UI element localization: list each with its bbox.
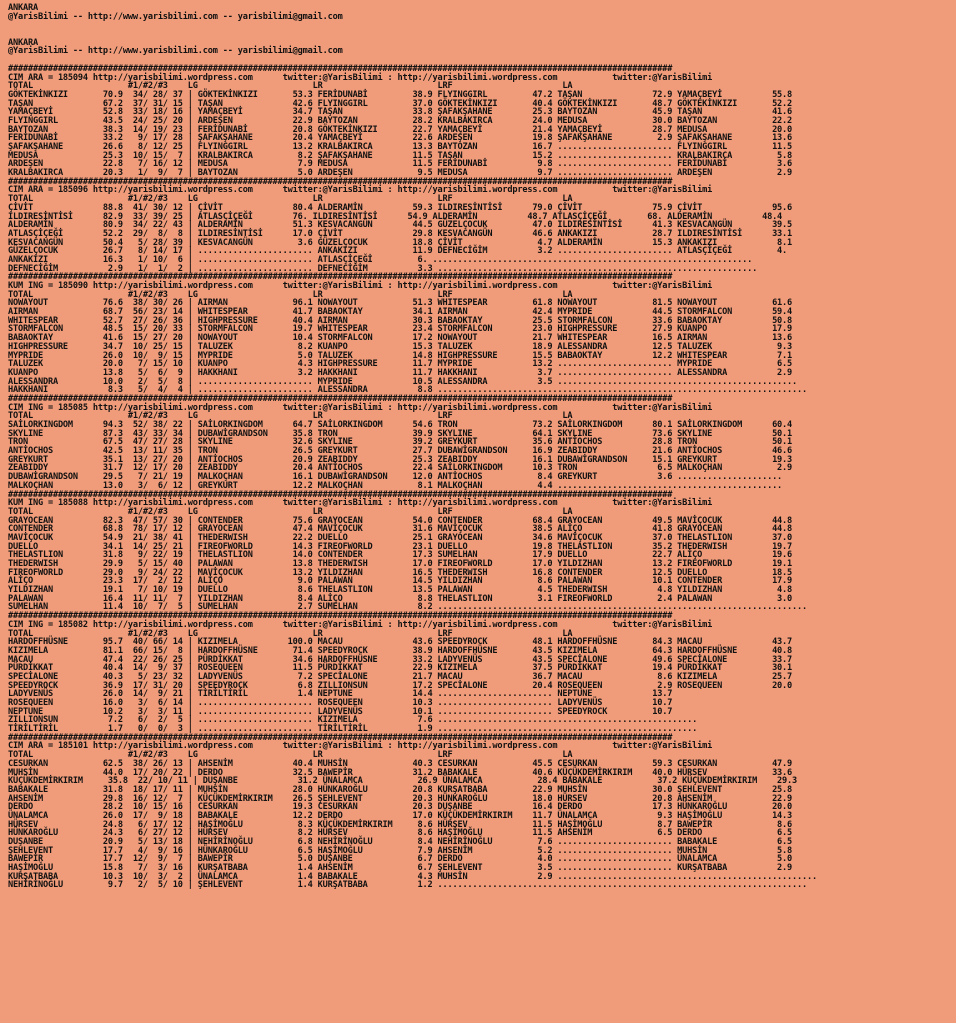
results-line: ROSEQUEEN 16.0 3/ 6/ 14 | ....................... ROSEQUEEN 10.3 ....................... LADYVENÜS 10.7 — [8, 698, 673, 708]
results-line: FERİDUNABİ 33.2 9/ 17/ 28 | ŞAFAKŞAHANE 20.4 YAMAÇBEYİ 22.6 ARDEŞEN 19.8 ŞAFAKŞAHANE 2.9 ŞAFAKŞAHANE 13.6 — [8, 133, 793, 144]
results-line: HÜNKAROĞLU 24.3 6/ 27/ 12 | HÜRSEV 8.2 HÜRSEV 8.6 HAŞİMOĞLU 11.5 AHSENİM 6.5 DERDO 6.5 — [8, 828, 793, 839]
results-line: MYPRIDE 26.0 10/ 9/ 15 | MYPRIDE 5.0 TALUZEK 14.8 HIGHPRESSURE 15.5 BABAOKTAY 12.2 WHITESPEAR 7.1 — [8, 350, 793, 361]
results-line: ILDIRESİNTİSİ 82.9 33/ 39/ 25 | ATLASÇİÇEĞİ 76. ILDIRESİNTİSİ 54.9 ALDERAMİN 48.7 ATLASÇİÇEĞİ 68. ALDERAMİN 48.4 — [8, 211, 783, 222]
results-line: TİRİLTİRİL 1.7 0/ 0/ 3 | ....................... TİRİLTİRİL 1.9 .................................................... — [8, 724, 698, 735]
subheader-block — [8, 39, 948, 56]
results-line: CIM ARA = 185101 http://yarisbilimi.wordpress.com twitter:@YarisBilimi : http://yarisbilimi.wordpress.com twitter:@YarisBilimi — [8, 741, 713, 752]
spacer — [8, 30, 948, 39]
header-line: @YarisBilimi -- http://www.yarisbilimi.com -- yarisbilimi@gmail.com — [8, 11, 343, 22]
results-line: KRALBAKIRCA 20.3 1/ 9/ 7 | BAYTOZAN 5.0 ARDEŞEN 9.5 MEDUSA 9.7 ....................... ARDEŞEN 2.9 — [8, 168, 793, 179]
results-line: TOTAL #1/#2/#3 LG LR LRF LA — [8, 194, 573, 205]
results-line: KESVACANGÜN 50.4 5/ 28/ 39 | KESVACANGÜN 3.6 GÜZELÇOCUK 18.8 ÇİVİT 4.7 ALDERAMİN 15.3 ANKAKIZI 8.1 — [8, 237, 793, 248]
results-line: DEFNECİĞİM 2.9 1/ 1/ 2 | ....................... DEFNECİĞİM 3.3 ................................................................ — [8, 263, 758, 274]
results-line: WHITESPEAR 52.7 27/ 26/ 36 | HIGHPRESSURE 40.4 AIRMAN 30.3 BABAOKTAY 25.5 STORMFALCON 33.6 BABAOKTAY 50.8 — [8, 315, 793, 326]
results-line: SAİLORKINGDOM 94.3 52/ 38/ 22 | SAİLORKINGDOM 64.7 SAİLORKINGDOM 54.6 TRON 73.2 SAİLORKINGDOM 80.1 SAİLORKINGDOM 60.4 — [8, 420, 793, 430]
results-line: SPECİALONE 40.3 5/ 23/ 32 | LADYVENÜS 7.2 SPECİALONE 21.7 MACAU 36.7 MACAU 8.6 KIZIMELA 25.7 — [8, 671, 793, 682]
results-line: KÜÇÜKDEMİRKIRIM 35.8 22/ 10/ 11 | DUŞANBE 31.2 ÜNALAMCA 26.9 ÜNALAMCA 28.4 BABAKALE 37.2 KÜÇÜKDEMİRKIRIM 29.3 — [8, 776, 798, 787]
results-line: KIZIMELA 81.1 66/ 15/ 8 | HARDOFFHÜSNE 71.4 SPEEDYROCK 38.9 HARDOFFHÜSNE 43.5 KIZIMELA 64.3 HARDOFFHÜSNE 40.8 — [8, 645, 793, 656]
results-line: ALİÇO 23.3 17/ 2/ 12 | ALİÇO 9.0 PALAWAN 14.5 YILDIZHAN 8.6 PALAWAN 10.1 CONTENDER 17.9 — [8, 576, 793, 587]
header-line: ANKARA — [8, 3, 38, 13]
results-line: TOTAL #1/#2/#3 LG LR LRF LA — [8, 506, 573, 517]
results-line: AIRMAN 68.7 56/ 23/ 14 | WHITESPEAR 41.7 BABAOKTAY 34.1 AIRMAN 42.4 MYPRIDE 44.5 STORMFALCON 59.4 — [8, 307, 793, 318]
results-line: BAYTOZAN 38.3 14/ 19/ 23 | FERİDUNABİ 20.8 GÖKTEKİNKIZI 22.7 YAMAÇBEYİ 21.4 YAMAÇBEYİ 28.7 MEDUSA 20.0 — [8, 124, 793, 135]
results-line: MAVİÇOCUK 54.9 21/ 38/ 41 | THEDERWISH 22.2 DUELLO 25.1 GRAYOCEAN 34.6 MAVİÇOCUK 37.0 THELASTLION 37.0 — [8, 532, 793, 543]
results-line: ANTİOCHOS 42.5 13/ 11/ 35 | TRON 26.5 GREYKURT 27.7 DUBAWİGRANDSON 16.9 ZEABIDDY 21.6 ANTİOCHOS 46.6 — [8, 446, 793, 457]
results-line: TOTAL #1/#2/#3 LG LR LRF LA — [8, 750, 573, 761]
results-line: CIM ING = 185082 http://yarisbilimi.wordpress.com twitter:@YarisBilimi : http://yarisbilimi.wordpress.com twitter:@YarisBilimi — [8, 619, 713, 630]
results-line: FLYINGGIRL 43.5 24/ 25/ 20 | ARDEŞEN 22.9 BAYTOZAN 28.2 KRALBAKIRCA 24.0 MEDUSA 30.0 BAYTOZAN 22.2 — [8, 115, 793, 126]
results-line: SUMELHAN 11.4 10/ 7/ 5 | SUMELHAN 2.7 SUMELHAN 8.2 .......................................................................... — [8, 602, 808, 613]
results-line: TRON 67.5 47/ 27/ 28 | SKYLINE 32.6 SKYLINE 39.2 GREYKURT 35.6 ANTİOCHOS 28.8 TRON 50.1 — [8, 437, 793, 448]
results-line: ATLASÇİÇEĞİ 52.2 29/ 8/ 8 | ILDIRESİNTİSİ 17.0 ÇİVİT 29.8 KESVACANGÜN 46.6 ANKAKIZI 28.7 ILDIRESİNTİSİ 33.1 — [8, 228, 793, 239]
results-line: ANKAKIZI 16.3 1/ 10/ 6 | ....................... ATLASÇİÇEĞİ 6. ................................................................ — [8, 254, 753, 265]
results-line: ##################################################################################################################################### — [8, 63, 673, 74]
results-line: ARDEŞEN 22.8 7/ 16/ 12 | MEDUSA 7.9 MEDUSA 11.5 FERİDUNABİ 9.8 ....................... FERİDUNABİ 3.6 — [8, 159, 793, 170]
results-line: BABAKALE 31.8 18/ 17/ 11 | MUHSİN 28.0 HÜNKAROĞLU 20.8 KURŞATBABA 22.9 MUHSİN 30.0 ŞEHLEVENT 25.8 — [8, 784, 793, 795]
results-line: HAŞİMOĞLU 15.8 7/ 3/ 16 | KURŞATBABA 1.4 AHSENİM 6.7 ŞEHLEVENT 3.5 ....................... KURŞATBABA 2.9 — [8, 863, 793, 874]
results-line: HÜRSEV 24.8 6/ 17/ 12 | HAŞİMOĞLU 8.3 KÜÇÜKDEMİRKIRIM 8.6 HÜRSEV 11.5 HAŞİMOĞLU 8.7 BAWEPİR 8.6 — [8, 819, 793, 830]
results-line: BABAOKTAY 41.6 15/ 27/ 20 | NOWAYOUT 10.4 STORMFALCON 17.2 NOWAYOUT 21.7 WHITESPEAR 16.5 AIRMAN 13.6 — [8, 333, 793, 344]
subheader-line: ANKARA — [8, 37, 38, 48]
results-line: TOTAL #1/#2/#3 LG LR LRF LA — [8, 81, 573, 92]
results-line: TOTAL #1/#2/#3 LG LR LRF LA — [8, 628, 573, 639]
results-line: ÇİVİT 88.8 41/ 30/ 12 | ÇİVİT 80.4 ALDERAMİN 59.3 ILDIRESİNTİSİ 79.0 ÇİVİT 75.9 ÇİVİT 95.6 — [8, 202, 793, 213]
results-line: MACAU 47.4 22/ 26/ 25 | PÜRDİKKAT 34.6 HARDOFFHÜSNE 33.2 LADYVENÜS 43.5 SPECİALONE 49.6 SPECİALONE 33.7 — [8, 654, 793, 665]
spacer — [8, 21, 948, 30]
results-line: GRAYOCEAN 82.3 47/ 57/ 30 | CONTENDER 75.6 GRAYOCEAN 54.0 CONTENDER 68.4 GRAYOCEAN 49.5 MAVİÇOCUK 44.8 — [8, 515, 793, 526]
results-line: GÜZELÇOCUK 26.7 8/ 14/ 17 | ....................... ANKAKIZI 11.9 DEFNECİĞİM 3.2 ....................... ATLASÇİÇEĞİ 4. — [8, 246, 788, 257]
results-line: DUŞANBE 20.9 5/ 13/ 18 | NEHİRİNOĞLU 6.8 NEHİRİNOĞLU 8.4 NEHİRİNOĞLU 7.6 ....................... BABAKALE 6.5 — [8, 837, 793, 847]
results-line: CIM ARA = 185094 http://yarisbilimi.wordpress.com twitter:@YarisBilimi : http://yarisbilimi.wordpress.com twitter:@YarisBilimi — [8, 72, 713, 83]
results-line: KURŞATBABA 10.3 10/ 3/ 2 | ÜNALAMCA 1.4 BABAKALE 4.3 MUHSİN 2.9 .................................................... — [8, 871, 818, 882]
results-line: NEHİRİNOĞLU 9.7 2/ 5/ 10 | ŞEHLEVENT 1.4 KURŞATBABA 1.2 .......................................................................... — [8, 880, 808, 891]
results-line: ALDERAMİN 80.9 34/ 22/ 43 | ALDERAMİN 51.3 KESVACANGÜN 44.5 GÜZELÇOCUK 47.0 ILDIRESİNTİSİ 41.3 KESVACANGÜN 39.5 — [8, 220, 793, 231]
results-line: TOTAL #1/#2/#3 LG LR LRF LA — [8, 289, 573, 300]
results-line: MALKOÇHAN 13.0 3/ 6/ 12 | GREYKURT 12.2 MALKOÇHAN 8.1 MALKOÇHAN 4.4 ............................................. — [8, 480, 783, 491]
results-line: TALUZEK 20.0 7/ 15/ 10 | KUANPO 4.3 HIGHPRESSURE 11.7 MYPRIDE 13.2 ....................... MYPRIDE 6.5 — [8, 359, 793, 370]
results-line: STORMFALCON 48.5 15/ 20/ 33 | STORMFALCON 19.7 WHITESPEAR 23.4 STORMFALCON 23.0 HIGHPRESSURE 27.9 KUANPO 17.9 — [8, 324, 793, 335]
results-line: NOWAYOUT 76.6 38/ 30/ 26 | AIRMAN 96.1 NOWAYOUT 51.3 WHITESPEAR 61.8 NOWAYOUT 81.5 NOWAYOUT 61.6 — [8, 298, 793, 309]
results-line: PÜRDİKKAT 40.4 14/ 9/ 37 | ROSEQUEEN 11.5 PÜRDİKKAT 22.9 KIZIMELA 37.5 PÜRDİKKAT 19.4 PÜRDİKKAT 30.1 — [8, 663, 793, 674]
results-line: ŞEHLEVENT 17.7 4/ 9/ 16 | HÜNKAROĞLU 6.5 HAŞİMOĞLU 7.9 AHSENİM 5.2 ....................... MUHSİN 5.8 — [8, 845, 793, 856]
results-line: TAŞAN 67.2 37/ 31/ 15 | TAŞAN 42.6 FLYINGGIRL 37.0 GÖKTEKİNKIZI 40.4 GÖKTEKİNKIZI 48.7 GÖKTEKİNKIZI 52.2 — [8, 98, 793, 109]
results-line: KUANPO 13.8 5/ 6/ 9 | HAKKHANI 3.2 HAKKHANI 11.7 HAKKHANI 3.7 ....................... ALESSANDRA 2.9 — [8, 367, 793, 378]
results-line: ##################################################################################################################################### — [8, 732, 673, 743]
results-line: YILDIZHAN 19.1 7/ 10/ 19 | DUELLO 8.6 THELASTLION 13.5 PALAWAN 4.5 THEDERWISH 4.8 YILDIZHAN 4.8 — [8, 585, 793, 596]
subheader-line: @YarisBilimi -- http://www.yarisbilimi.com -- yarisbilimi@gmail.com — [8, 46, 343, 57]
results-line: ÜNALAMCA 26.0 17/ 9/ 18 | BABAKALE 12.2 DERDO 17.0 KÜÇÜKDEMİRKIRIM 11.7 ÜNALAMCA 9.3 HAŞİMOĞLU 14.3 — [8, 810, 793, 821]
results-line: ALESSANDRA 10.0 2/ 5/ 8 | ....................... MYPRIDE 10.5 ALESSANDRA 3.5 ................................................ — [8, 376, 798, 387]
results-line: AHSENİM 29.8 16/ 12/ 7 | KÜÇÜKDEMİRKIRIM 26.5 ŞEHLEVENT 20.3 HÜNKAROĞLU 18.0 HÜRSEV 20.8 AHSENİM 22.9 — [8, 793, 793, 804]
results-line: NEPTUNE 10.2 3/ 3/ 11 | ....................... LADYVENÜS 10.1 ....................... SPEEDYROCK 10.7 — [8, 706, 673, 717]
results-line: PALAWAN 16.4 11/ 11/ 7 | YILDIZHAN 8.4 ALİÇO 8.8 THELASTLION 3.1 FIREOFWORLD 2.4 PALAWAN 3.0 — [8, 593, 793, 604]
results-line: BAWEPİR 17.7 12/ 9/ 7 | BAWEPİR 5.0 DUŞANBE 6.7 DERDO 4.0 ....................... ÜNALAMCA 5.0 — [8, 854, 793, 865]
results-line: LADYVENÜS 26.0 14/ 9/ 21 | TİRİLTİRİL 1.4 NEPTUNE 14.4 ....................... NEPTUNE 13.7 — [8, 689, 673, 700]
results-line: DUBAWİGRANDSON 29.5 7/ 21/ 19 | MALKOÇHAN 16.1 DUBAWİGRANDSON 12.0 ANTİOCHOS 8.4 GREYKURT 3.6 ..................... — [8, 472, 783, 483]
results-line: HIGHPRESSURE 34.7 10/ 25/ 15 | TALUZEK 8.2 KUANPO 15.3 TALUZEK 18.9 ALESSANDRA 12.5 TALUZEK 9.3 — [8, 341, 793, 352]
results-line: ZILLIONSUN 7.2 6/ 2/ 5 | ....................... KIZIMELA 7.6 .................................................... — [8, 715, 698, 726]
results-line: FIREOFWORLD 29.0 9/ 24/ 22 | MAVİÇOCUK 13.2 YILDIZHAN 16.5 THEDERWISH 16.8 CONTENDER 12.5 DUELLO 18.5 — [8, 567, 793, 578]
results-line: ##################################################################################################################################### — [8, 393, 673, 404]
results-line: KUM ING = 185088 http://yarisbilimi.wordpress.com twitter:@YarisBilimi : http://yarisbilimi.wordpress.com twitter:@YarisBilimi — [8, 498, 713, 509]
results-line: ##################################################################################################################################### — [8, 489, 673, 500]
results-line: TOTAL #1/#2/#3 LG LR LRF LA — [8, 411, 573, 422]
results-line: ##################################################################################################################################### — [8, 611, 673, 622]
results-line: CIM ING = 185085 http://yarisbilimi.wordpress.com twitter:@YarisBilimi : http://yarisbilimi.wordpress.com twitter:@YarisBilimi — [8, 402, 713, 413]
results-line: MUHSİN 44.0 17/ 20/ 22 | DERDO 32.5 BAWEPİR 31.2 BABAKALE 40.6 KÜÇÜKDEMİRKIRIM 40.0 HÜRSEV 33.6 — [8, 767, 793, 778]
results-line: YAMAÇBEYİ 52.8 33/ 18/ 16 | YAMAÇBEYİ 34.7 TAŞAN 33.8 ŞAFAKŞAHANE 25.3 BAYTOZAN 45.9 TAŞAN 41.6 — [8, 107, 793, 118]
header-block — [8, 4, 948, 21]
results-line: ##################################################################################################################################### — [8, 272, 673, 283]
results-line: SKYLINE 87.3 43/ 33/ 34 | DUBAWİGRANDSON 35.8 TRON 39.9 SKYLINE 64.1 SKYLINE 73.6 SKYLINE 50.1 — [8, 428, 793, 439]
results-line: DUELLO 34.1 14/ 25/ 21 | FIREOFWORLD 14.3 FIREOFWORLD 23.1 DUELLO 19.8 THELASTLION 35.2 THEDERWISH 19.7 — [8, 541, 793, 552]
results-line: THELASTLION 31.8 9/ 22/ 19 | THELASTLION 14.0 CONTENDER 17.3 SUMELHAN 17.9 DUELLO 22.7 ALİÇO 19.6 — [8, 550, 793, 561]
results-line: CIM ARA = 185096 http://yarisbilimi.wordpress.com twitter:@YarisBilimi : http://yarisbilimi.wordpress.com twitter:@YarisBilimi — [8, 185, 713, 196]
results-line: ZEABIDDY 31.7 12/ 17/ 20 | ZEABIDDY 20.4 ANTİOCHOS 22.4 SAİLORKINGDOM 10.3 TRON 6.5 MALKOÇHAN 2.9 — [8, 463, 793, 474]
results-line: MEDUSA 25.3 10/ 15/ 7 | KRALBAKIRCA 8.2 ŞAFAKŞAHANE 11.5 TAŞAN 15.2 ....................... KRALBAKIRCA 5.8 — [8, 150, 793, 161]
results-line: KUM ING = 185090 http://yarisbilimi.wordpress.com twitter:@YarisBilimi : http://yarisbilimi.wordpress.com twitter:@YarisBilimi — [8, 281, 713, 291]
results-line: HARDOFFHÜSNE 95.7 40/ 66/ 14 | KIZIMELA 100.0 MACAU 43.6 SPEEDYROCK 48.1 HARDOFFHÜSNE 84.3 MACAU 43.7 — [8, 637, 793, 648]
results-line: DERDO 28.2 10/ 15/ 16 | CESURKAN 19.3 CESURKAN 20.3 DUŞANBE 16.4 DERDO 17.3 HÜNKAROĞLU 20.0 — [8, 802, 793, 813]
results-line: THEDERWISH 29.9 5/ 15/ 40 | PALAWAN 13.8 THEDERWISH 17.0 FIREOFWORLD 17.0 YILDIZHAN 13.2 FIREOFWORLD 19.1 — [8, 559, 793, 569]
results-line: CONTENDER 68.8 78/ 17/ 12 | GRAYOCEAN 47.4 MAVİÇOCUK 31.6 MAVİÇOCUK 38.5 ALİÇO 41.8 GRAYOCEAN 44.8 — [8, 524, 793, 535]
results-line: ##################################################################################################################################### — [8, 176, 673, 187]
results-line: HAKKHANI 8.3 5/ 4/ 4 | ....................... ALESSANDRA 8.8 .......................................................................... — [8, 385, 808, 396]
results-line: SPEEDYROCK 36.9 17/ 31/ 20 | SPEEDYROCK 6.8 ZILLIONSUN 17.2 SPECİALONE 20.4 ROSEQUEEN 2.9 ROSEQUEEN 20.0 — [8, 680, 793, 691]
results-line: GREYKURT 35.1 13/ 27/ 20 | ANTİOCHOS 20.9 ZEABIDDY 25.3 ZEABIDDY 16.1 DUBAWİGRANDSON 15.1 GREYKURT 19.3 — [8, 454, 793, 465]
results-line: GÖKTEKİNKIZI 70.9 34/ 28/ 37 | GÖKTEKİNKIZI 53.3 FERİDUNABİ 38.9 FLYINGGIRL 47.2 TAŞAN 72.9 YAMAÇBEYİ 55.8 — [8, 89, 793, 100]
results-line: ŞAFAKŞAHANE 26.6 8/ 12/ 25 | FLYINGGIRL 13.2 KRALBAKIRCA 13.3 BAYTOZAN 16.7 ....................... FLYINGGIRL 11.5 — [8, 142, 793, 152]
results-block — [8, 65, 948, 890]
results-line: CESURKAN 62.5 38/ 26/ 13 | AHSENİM 40.4 MUHSİN 40.3 CESURKAN 45.5 CESURKAN 59.3 CESURKAN 47.9 — [8, 758, 793, 769]
